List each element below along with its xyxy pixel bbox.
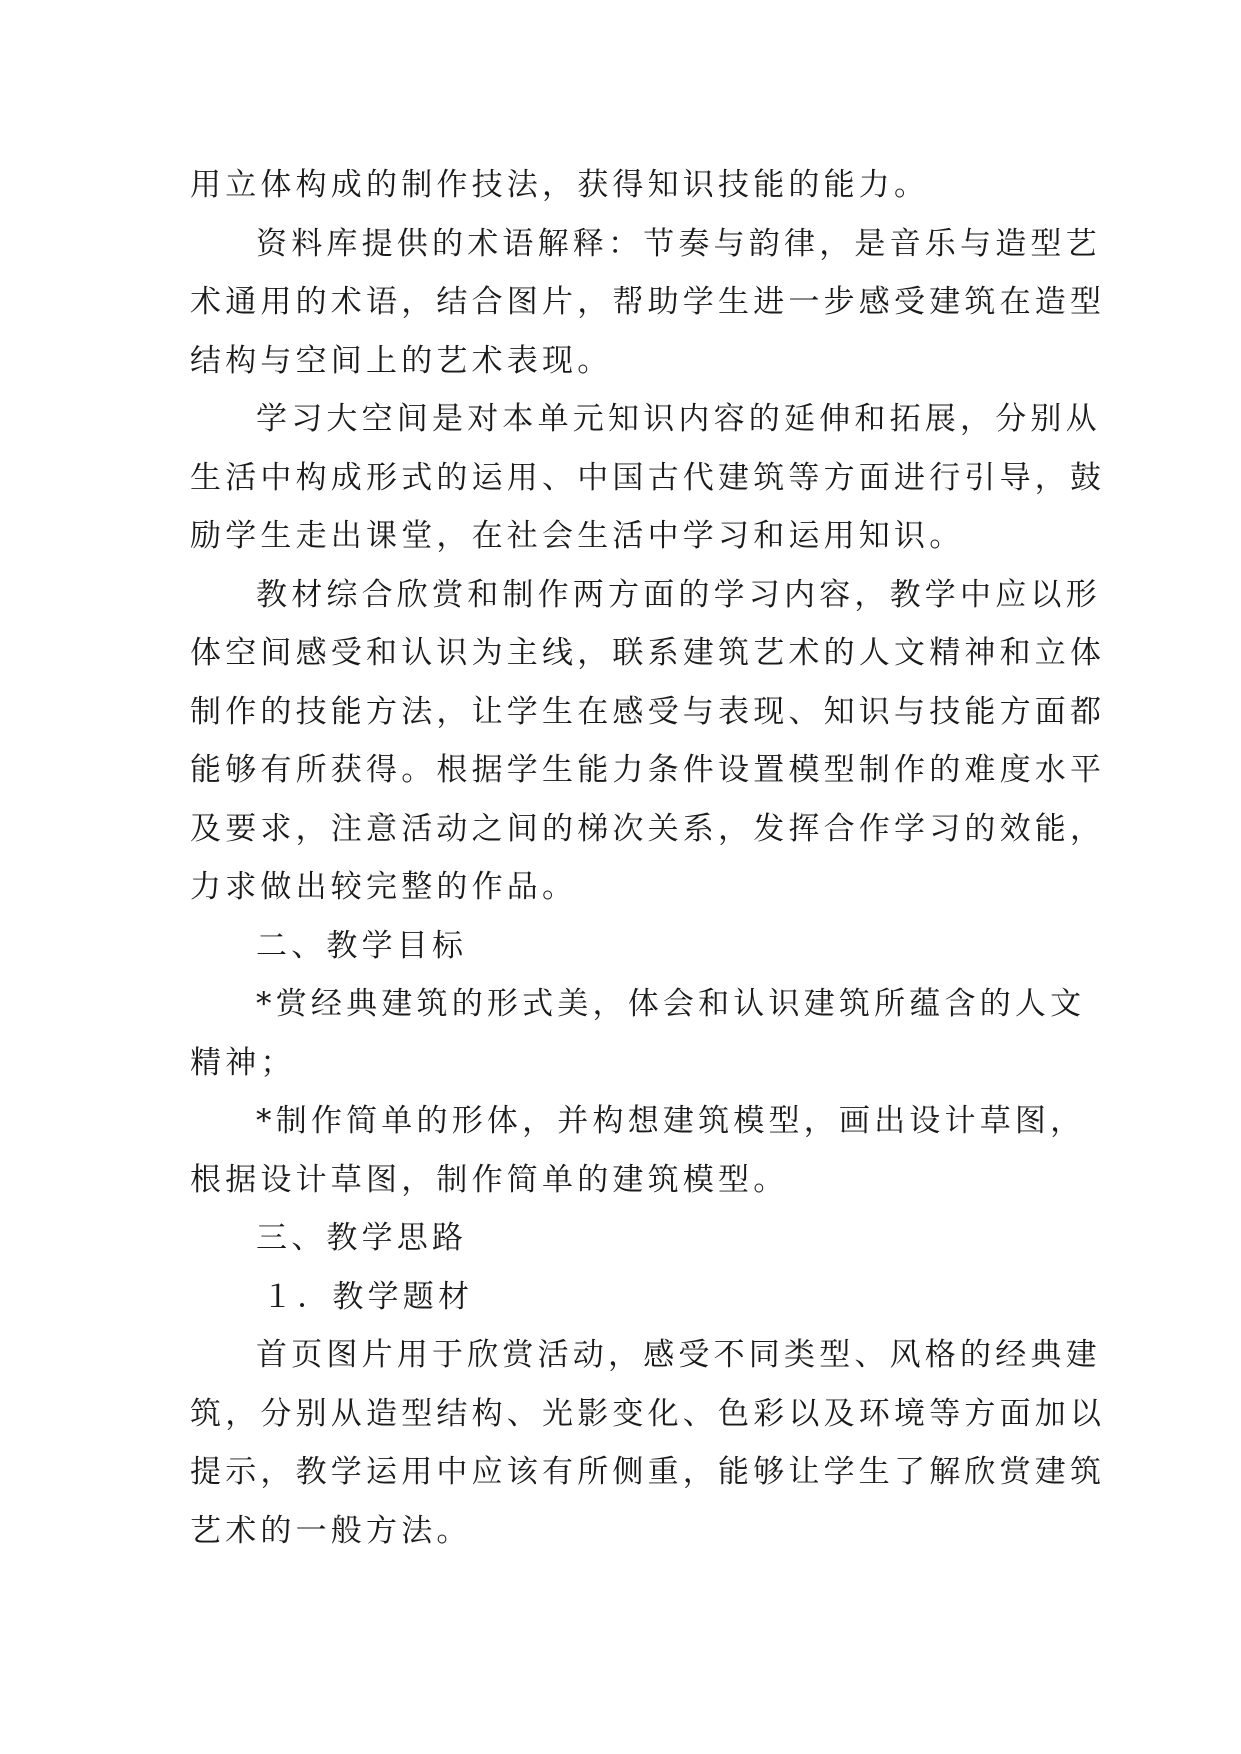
paragraph-line: 结构与空间上的艺术表现。 bbox=[190, 342, 613, 379]
bullet-line: 精神； bbox=[190, 1044, 296, 1081]
paragraph-line: 及要求，注意活动之间的梯次关系，发挥合作学习的效能， bbox=[190, 810, 1106, 847]
paragraph-line: 术通用的术语，结合图片，帮助学生进一步感受建筑在造型 bbox=[190, 284, 1106, 320]
section-heading: 二、教学目标 bbox=[256, 927, 468, 964]
subsection-heading: １．教学题材 bbox=[262, 1278, 474, 1315]
bullet-line: 根据设计草图，制作简单的建筑模型。 bbox=[190, 1161, 789, 1198]
document-body bbox=[190, 156, 1106, 1560]
bullet-line: *制作简单的形体，并构想建筑模型，画出设计草图， bbox=[256, 1103, 1086, 1139]
paragraph-line: 励学生走出课堂，在社会生活中学习和运用知识。 bbox=[190, 518, 965, 554]
paragraph-line: 艺术的一般方法。 bbox=[190, 1512, 472, 1549]
paragraph-line: 制作的技能方法，让学生在感受与表现、知识与技能方面都 bbox=[190, 693, 1106, 730]
paragraph-line: 资料库提供的术语解释：节奏与韵律，是音乐与造型艺 bbox=[256, 225, 1101, 262]
paragraph-line: 体空间感受和认识为主线，联系建筑艺术的人文精神和立体 bbox=[190, 635, 1106, 671]
paragraph-line: 首页图片用于欣赏活动，感受不同类型、风格的经典建 bbox=[256, 1337, 1101, 1373]
paragraph-line: 能够有所获得。根据学生能力条件设置模型制作的难度水平 bbox=[190, 752, 1106, 788]
paragraph-line: 生活中构成形式的运用、中国古代建筑等方面进行引导，鼓 bbox=[190, 459, 1106, 496]
bullet-line: *赏经典建筑的形式美，体会和认识建筑所蕴含的人文 bbox=[256, 986, 1086, 1022]
paragraph-line: 力求做出较完整的作品。 bbox=[190, 869, 578, 905]
paragraph-line: 提示，教学运用中应该有所侧重，能够让学生了解欣赏建筑 bbox=[190, 1454, 1106, 1490]
paragraph-line: 教材综合欣赏和制作两方面的学习内容，教学中应以形 bbox=[256, 576, 1101, 613]
section-heading: 三、教学思路 bbox=[256, 1220, 468, 1256]
paragraph-line: 用立体构成的制作技法，获得知识技能的能力。 bbox=[190, 167, 930, 203]
paragraph-line: 筑，分别从造型结构、光影变化、色彩以及环境等方面加以 bbox=[190, 1395, 1106, 1432]
paragraph-line: 学习大空间是对本单元知识内容的延伸和拓展，分别从 bbox=[256, 401, 1101, 437]
